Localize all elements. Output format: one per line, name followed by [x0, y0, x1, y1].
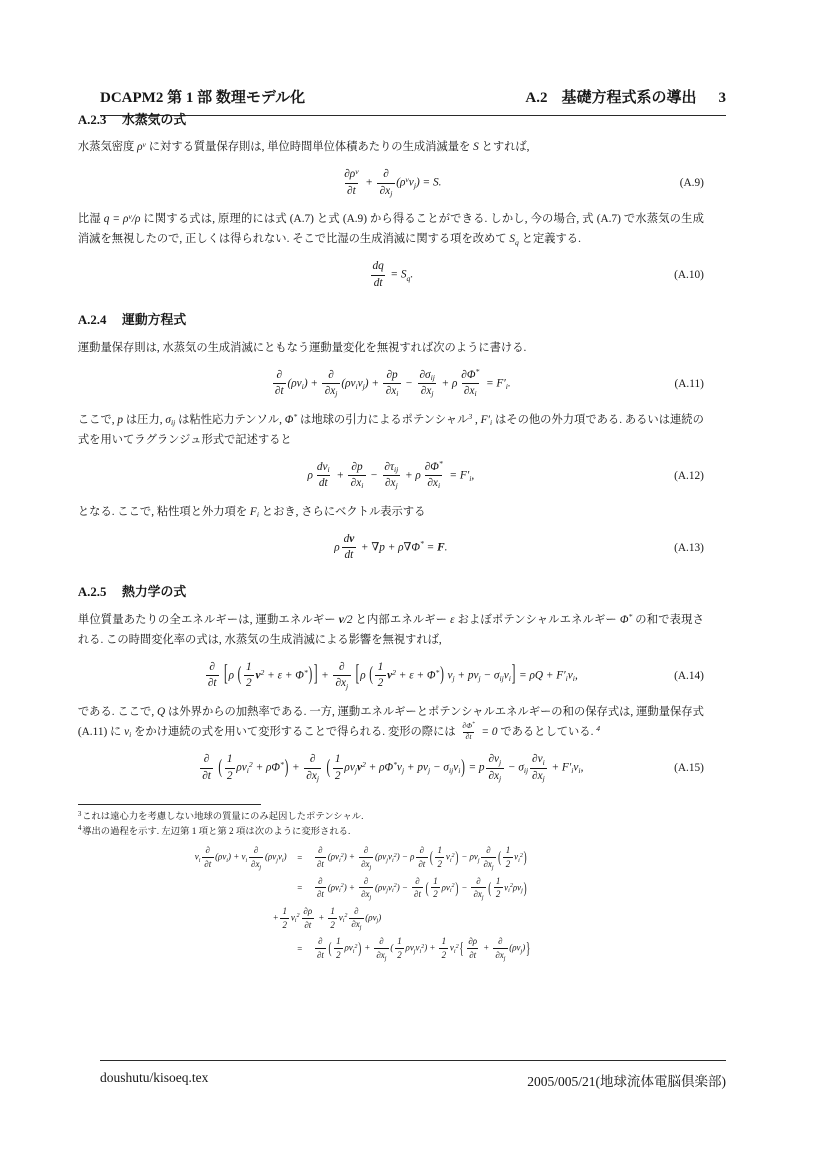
fraction: [322, 369, 339, 399]
big-delimiter: (: [218, 756, 223, 778]
fraction-denominator: 2: [503, 857, 512, 870]
big-delimiter: ): [284, 756, 289, 778]
equation-number: (A.13): [674, 541, 704, 554]
fraction-numerator: ∂: [354, 905, 359, 916]
fraction-denominator: $\partial x_j$: [383, 475, 400, 491]
inline-math: $\sigma_{ij}$: [165, 413, 176, 427]
fraction-denominator: $\partial x_j$: [249, 857, 264, 870]
equation-math: $\frac{\partial\rho^v}{\partial t}$ + ∂ $\partial x_j$ $(\rho^vv_j) = S$.: [340, 167, 441, 200]
fraction: [333, 753, 343, 783]
fraction-numerator: $\partial v_j$: [488, 753, 502, 767]
fraction-numerator: ∂Φ*: [461, 366, 480, 381]
fraction-denominator: $\partial x_j$: [486, 768, 503, 784]
fraction-denominator: 2: [435, 857, 444, 870]
fraction-denominator: $\partial x_i$: [425, 475, 442, 491]
inline-math: $q = \rho^v/\rho$: [103, 211, 141, 226]
equation-math: ∂ ∂t [ρ ( $\frac{1}{2}$ $v^2 + \varepsilon + \Phi^*$) ] + ∂ $\partial x_j$ [ρ ( $\frac{1}{2}$ $v^2 + \varepsilon + \Phi^*$) $v_j + pv_j - \sigma_{ij}v_i] = \rho Q + F'_iv_i$,: [204, 659, 578, 692]
fraction-denominator: $\partial x_j$: [377, 183, 394, 199]
big-delimiter: (: [237, 663, 242, 686]
footnote-math-rhs: ∂ ∂t ( $\frac{1}{2}$ $\rho v_i^2$) + ∂ $\partial x_j$ ( $\frac{1}{2}$ $\rho v_jv_i^2$) + $\frac{1}{2}$ $v_i^2${ $\frac{\partial\rho}{\partial t}$ + ∂ $\partial x_j$ $(\rho v_j)$}: [313, 936, 704, 961]
big-delimiter: ): [440, 663, 444, 686]
fraction: [200, 753, 213, 783]
big-delimiter: ): [461, 756, 465, 778]
fraction: [435, 845, 444, 869]
fraction-denominator: ∂t: [416, 857, 428, 870]
fraction-denominator: ∂t: [202, 857, 214, 870]
section-title: 水蒸気の式: [121, 113, 187, 128]
fraction-numerator: $\partial\tau_{ij}$: [384, 460, 399, 475]
section-number: A.2.3: [77, 113, 107, 128]
fraction-numerator: ∂p: [351, 460, 363, 473]
big-delimiter: [: [224, 661, 228, 688]
big-delimiter: [: [355, 661, 360, 688]
display-equation: [78, 752, 704, 785]
fraction-numerator: ∂: [309, 753, 316, 766]
inline-math: S: [473, 141, 479, 154]
inline-math: $v_i$: [124, 725, 132, 740]
footnote-math-relation: =: [297, 852, 303, 863]
fraction: [466, 936, 479, 960]
big-delimiter: (: [498, 847, 502, 866]
fraction: [377, 168, 394, 198]
display-equation: [78, 367, 704, 400]
equation-math: ρ $\frac{dv}{dt}$ + ∇p + ρ∇Φ* = F.: [334, 532, 448, 561]
footer-filename: doushutu/kisoeq.tex: [100, 1070, 209, 1085]
fraction-numerator: $\partial\sigma_{ij}$: [419, 368, 435, 382]
paragraph: 比湿 $q = \rho^v/\rho$ に関する式は, 原理的には式 (A.7) と式 (A.9) から得ることができる. しかし, 今の場合, 式 (A.7) で水蒸気の生成消滅を無視したので, 正しくは得られない. そこで比湿の生成消滅に関する項を改めて $S_q$ と定義する.: [77, 211, 704, 247]
page-footer: [100, 1060, 726, 1090]
fraction: [416, 845, 428, 869]
fraction-numerator: dv: [343, 532, 355, 545]
footnote: [78, 825, 704, 839]
section-number: A.2.4: [77, 313, 107, 328]
display-equation: [78, 459, 704, 492]
equation-math: $\frac{dq}{dt}$ = $S_q$.: [369, 259, 414, 292]
inline-math: v/2: [338, 613, 353, 626]
equation-math: ρ $dv_i$ dt + $\frac{\partial p}{\partial x_i}$ − $\partial\tau_{ij}$ $\partial x_j$ + ρ $\frac{\partial\Phi^*}{\partial x_i}$ = $F'_i$,: [307, 458, 475, 491]
header-section-title: 基礎方程式系の導出: [561, 90, 697, 106]
big-delimiter: ): [358, 938, 362, 957]
inline-math: 3: [468, 411, 473, 421]
fraction-numerator: ∂: [415, 875, 420, 886]
fraction-numerator: $\partial v_i$: [532, 753, 545, 767]
footnote-math-row: [78, 876, 704, 901]
fraction-denominator: $\partial x_j$: [349, 918, 364, 931]
inline-math: $F'_i$: [480, 413, 493, 427]
fraction-denominator: $\partial x_i$: [348, 475, 365, 491]
footnote-text: 導出の過程を示す. 左辺第 1 項と第 2 項は次のように変形される.: [82, 826, 351, 837]
big-delimiter: ): [523, 878, 527, 897]
fraction-denominator: dt: [342, 547, 355, 563]
footnote-math-rhs: ∂ ∂t $(\rho v_i^2)$ + ∂ $\partial x_j$ $(\rho v_jv_i^2)$ − ∂ ∂t ( $\frac{1}{2}$ $\rho v_i^2$) − ∂ $\partial x_j$ ( $\frac{1}{2}$ $v_i^2\rho v_j$): [313, 876, 704, 901]
big-delimiter: }: [525, 938, 531, 958]
fraction-numerator: ∂: [205, 845, 210, 856]
big-delimiter: (: [326, 756, 331, 778]
fraction-denominator: 2: [328, 918, 337, 931]
fraction-numerator: 1: [336, 936, 341, 947]
big-delimiter: (: [429, 847, 433, 866]
equation-math: ∂ ∂t ( $\frac{1}{2}$ $\rho v_i^2 + \rho\Phi^*$) + ∂ $\partial x_j$ ( $\frac{1}{2}$ $\rho v_jv^2 + \rho\Phi^*v_j + pv_j - \sigma_{ij}v_i) = p$ $\frac{\partial v_j}{\partial x_j}$ − $\sigma_{ij}$ $\frac{\partial v_i}{\partial x_j}$ + $F'_iv_i$,: [198, 752, 583, 785]
inline-math: Φ*: [284, 411, 298, 426]
inline-math: 4: [596, 723, 601, 733]
section-heading: [78, 581, 704, 600]
fraction: [486, 753, 503, 783]
fraction-denominator: $\partial x_j$: [493, 948, 508, 961]
display-equation: [78, 659, 704, 692]
fraction-numerator: ∂: [318, 845, 323, 856]
fraction-denominator: 2: [333, 768, 343, 784]
fraction: [370, 260, 386, 290]
inline-math: $\frac{\partial\Phi^*}{\partial t}$ = 0: [458, 726, 497, 738]
fraction-denominator: $\partial x_j$: [418, 383, 435, 399]
paragraph: である. ここで, Q は外界からの加熱率である. 一方, 運動エネルギーとポテンシャルエネルギーの和の保存式は, 運動量保存式 (A.11) に $v_i$ をかけ連続の式を用いて変形することで得られる. 変形の際には $\frac{\partial\Phi^*}{\partial t}$ = 0 であるとしている. $^4$: [77, 705, 704, 742]
fraction-denominator: 2: [494, 887, 503, 900]
big-delimiter: {: [459, 938, 464, 958]
fraction-denominator: $\partial x_j$: [374, 948, 389, 961]
fraction: [439, 936, 448, 960]
inline-math: Q: [157, 705, 166, 718]
fraction: [225, 753, 235, 783]
display-equation: [78, 259, 704, 292]
header-right: [525, 86, 726, 107]
fraction-numerator: ∂Φ*: [424, 458, 443, 473]
footnote: [78, 810, 704, 824]
fraction-denominator: 2: [280, 918, 289, 931]
fraction: [374, 936, 389, 961]
fraction-denominator: $\partial x_i$: [462, 383, 479, 399]
fraction: [348, 461, 365, 491]
fraction: [333, 661, 350, 691]
fraction-denominator: ∂t: [315, 887, 327, 900]
inline-math: $S_q$: [509, 233, 519, 247]
big-delimiter: (: [369, 663, 373, 686]
fraction-numerator: ∂: [276, 368, 283, 381]
fraction: [315, 936, 327, 960]
fraction: [417, 369, 437, 399]
fraction-numerator: ∂: [209, 660, 215, 673]
fraction-numerator: dq: [372, 260, 384, 273]
fraction: [202, 845, 214, 869]
fraction: [382, 461, 401, 491]
fraction-denominator: dt: [371, 275, 384, 291]
fraction-denominator: $\partial x_j$: [471, 887, 486, 900]
fraction-numerator: ∂: [498, 936, 503, 947]
fraction-numerator: 1: [334, 753, 341, 766]
fraction-numerator: ∂: [363, 875, 369, 886]
fraction-numerator: 1: [505, 845, 511, 856]
fraction-numerator: ∂: [253, 845, 259, 856]
fraction-denominator: $\partial x_j$: [333, 675, 350, 691]
fraction-denominator: ∂t: [463, 732, 474, 743]
fraction: [328, 906, 337, 930]
footnote-marker: 4: [77, 824, 82, 833]
fraction-denominator: 2: [395, 948, 404, 961]
fraction-denominator: ∂t: [467, 948, 479, 961]
fraction: [459, 366, 482, 399]
fraction-denominator: $\partial x_j$: [359, 857, 374, 870]
fraction: [244, 661, 254, 691]
page-number: 3: [718, 90, 726, 106]
footnote-math-relation: =: [297, 882, 303, 893]
equation-number: (A.11): [674, 377, 704, 390]
fraction: [412, 876, 424, 900]
document-body: [78, 109, 704, 966]
fraction-numerator: ∂: [339, 660, 345, 673]
paragraph: となる. ここで, 粘性項と外力項を $F_i$ とおき, さらにベクトル表示する: [77, 505, 426, 520]
fraction-denominator: 2: [375, 675, 385, 691]
footnote-math-relation: =: [297, 943, 303, 954]
header-running-title: DCAPM2 第 1 部 数理モデル化: [100, 90, 306, 106]
fraction-numerator: ∂: [203, 753, 210, 766]
section-title: 熱力学の式: [121, 585, 187, 600]
fraction: [375, 661, 385, 691]
footnote-math-row: [78, 906, 704, 931]
inline-math: Φ*: [619, 611, 633, 626]
fraction-denominator: 2: [225, 768, 235, 784]
inline-math: ε: [450, 613, 455, 626]
fraction: [493, 936, 508, 961]
paragraph: 運動量保存則は, 水蒸気の生成消滅にともなう運動量変化を無視すれば次のように書ける.: [77, 341, 527, 354]
big-delimiter: (: [425, 878, 429, 897]
fraction-denominator: $\partial x_j$: [322, 383, 339, 399]
section-title: 運動方程式: [121, 313, 187, 328]
fraction-denominator: $\partial x_j$: [304, 768, 321, 784]
section-heading: [78, 309, 704, 328]
fraction-numerator: ∂ρ: [468, 936, 478, 947]
fraction-numerator: ∂: [379, 936, 384, 947]
fraction-denominator: $\partial x_j$: [481, 857, 496, 870]
fraction-numerator: 1: [245, 660, 252, 673]
display-equation: [78, 167, 704, 200]
fraction: [280, 906, 289, 930]
big-delimiter: ]: [511, 661, 516, 688]
fraction: [315, 461, 332, 491]
fraction-numerator: 1: [441, 936, 447, 947]
paragraph: 水蒸気密度 $\rho^v$ に対する質量保存則は, 単位時間単位体積あたりの生成消滅量を S とすれば,: [77, 139, 530, 154]
fraction-denominator: 2: [439, 948, 448, 961]
fraction-numerator: $\partial\rho^v$: [344, 166, 359, 181]
fraction: [359, 876, 374, 901]
fraction-denominator: ∂t: [206, 675, 219, 691]
fraction-denominator: ∂t: [273, 383, 286, 399]
fraction: [342, 168, 361, 198]
fraction: [206, 661, 219, 691]
fraction-numerator: ∂: [419, 845, 424, 856]
fraction: [481, 845, 496, 870]
fraction: [249, 845, 264, 870]
footnote-marker: 3: [77, 809, 82, 818]
fraction: [431, 876, 440, 900]
fraction: [383, 369, 400, 399]
fraction: [304, 753, 321, 783]
fraction-numerator: ∂: [328, 368, 334, 381]
equation-number: (A.14): [674, 669, 704, 682]
fraction-denominator: ∂t: [200, 768, 213, 784]
inline-math: $F_i$: [249, 505, 259, 520]
big-delimiter: (: [328, 938, 332, 957]
fraction: [460, 722, 477, 742]
fraction: [395, 936, 404, 960]
fraction-numerator: ∂p: [386, 368, 398, 381]
equation-number: (A.10): [674, 269, 704, 282]
fraction: [334, 936, 343, 960]
big-delimiter: ): [308, 663, 313, 686]
fraction: [494, 876, 503, 900]
footnote-math-row: [78, 845, 704, 870]
fraction-denominator: dt: [317, 475, 330, 491]
fraction-denominator: $\partial x_i$: [383, 383, 400, 399]
fraction: [359, 845, 374, 870]
fraction: [503, 845, 512, 869]
footnote-math-rhs: ∂ ∂t $(\rho v_i^2)$ + ∂ $\partial x_j$ $(\rho v_jv_i^2) - \rho$ ∂ ∂t ( $\frac{1}{2}$ $v_i^2) - \rho v_j$ ∂ $\partial x_j$ ( $\frac{1}{2}$ $v_i^2$): [313, 845, 704, 870]
big-delimiter: (: [488, 878, 492, 897]
fraction-denominator: ∂t: [315, 857, 327, 870]
fraction-numerator: 1: [226, 753, 233, 766]
inline-math: p: [117, 413, 124, 426]
section-heading: [78, 109, 704, 128]
fraction-denominator: 2: [431, 887, 440, 900]
fraction: [471, 876, 486, 901]
section-number: A.2.5: [77, 585, 107, 600]
fraction: [530, 753, 547, 783]
footer-date-credit: 2005/005/21(地球流体電脳倶楽部): [527, 1074, 726, 1089]
footnote-math: [78, 845, 704, 961]
fraction-denominator: 2: [334, 948, 343, 961]
fraction-denominator: ∂t: [302, 918, 314, 931]
fraction-numerator: 1: [282, 906, 287, 917]
big-delimiter: ): [455, 847, 459, 866]
fraction-numerator: ∂: [383, 168, 389, 181]
equation-number: (A.15): [674, 762, 704, 775]
equation-number: (A.9): [679, 177, 704, 190]
paragraph: 単位質量あたりの全エネルギーは, 運動エネルギー v/2 と内部エネルギー ε およぼポテンシャルエネルギー Φ* の和で表現される. この時間変化率の式は, 水蒸気の生成消滅による影響を無視すれば,: [77, 611, 704, 646]
fraction-numerator: ∂: [363, 845, 369, 856]
footnote-math-row: [78, 936, 704, 961]
fraction-numerator: ∂: [318, 936, 323, 947]
fraction-denominator: 2: [244, 675, 254, 691]
inline-math: $\rho^v$: [137, 139, 146, 154]
fraction: [349, 906, 364, 931]
fraction-denominator: $\partial x_j$: [530, 768, 547, 784]
fraction-numerator: ∂Φ*: [462, 721, 475, 731]
fraction: [315, 845, 327, 869]
fraction-numerator: 1: [495, 875, 501, 886]
fraction: [301, 906, 314, 930]
fraction: [273, 369, 286, 399]
fraction-numerator: ∂ρ: [303, 906, 313, 917]
equation-math: ∂ ∂t $(\rho v_i)$ + ∂ $\partial x_j$ $(\rho v_iv_j)$ + $\frac{\partial p}{\partial x_i}$ − $\partial\sigma_{ij}$ $\partial x_j$ + ρ $\frac{\partial\Phi^*}{\partial x_i}$ = $F'_i$.: [271, 367, 511, 400]
fraction-numerator: 1: [437, 845, 442, 856]
fraction-denominator: ∂t: [412, 887, 424, 900]
fraction-numerator: 1: [397, 936, 402, 947]
fraction-denominator: ∂t: [345, 183, 358, 199]
equation-number: (A.12): [674, 469, 704, 482]
header-section-number: A.2: [525, 90, 548, 106]
footnote-math-continuation: + $\frac{1}{2}$ $v_i^2$ $\frac{\partial\rho}{\partial t}$ + $\frac{1}{2}$ $v_i^2$ ∂ $\partial x_j$ $(\rho v_j)$: [272, 905, 382, 932]
footnote-math-lhs: $v_i$ ∂ ∂t $(\rho v_i) + v_i$ ∂ $\partial x_j$ $(\rho v_jv_i)$: [194, 845, 287, 871]
footnote-rule: [78, 804, 261, 805]
fraction: [341, 533, 356, 563]
paragraph: ここで, p は圧力, $\sigma_{ij}$ は粘性応力テンソル, Φ* は地球の引力によるポテンシャル$^3$ , $F'_i$ はその他の外力項である. あるいは連続の式を用いてラグランジュ形式で記述すると: [77, 411, 704, 446]
fraction-denominator: $\partial x_j$: [359, 887, 374, 900]
fraction: [422, 458, 445, 491]
fraction-numerator: 1: [433, 875, 438, 886]
fraction-numerator: ∂: [476, 875, 481, 886]
fraction-denominator: ∂t: [315, 948, 327, 961]
fraction-numerator: ∂: [486, 845, 491, 856]
fraction-numerator: 1: [330, 906, 335, 917]
footnote-text: これは遠心力を考慮しない地球の質量にのみ起因したポテンシャル.: [82, 812, 364, 823]
fraction-numerator: $dv_i$: [316, 460, 330, 475]
fraction: [315, 876, 327, 900]
fraction-numerator: 1: [377, 660, 384, 673]
big-delimiter: ): [523, 847, 527, 866]
display-equation: [78, 531, 704, 564]
big-delimiter: ]: [313, 661, 318, 688]
fraction-numerator: ∂: [318, 875, 323, 886]
big-delimiter: ): [455, 878, 459, 897]
